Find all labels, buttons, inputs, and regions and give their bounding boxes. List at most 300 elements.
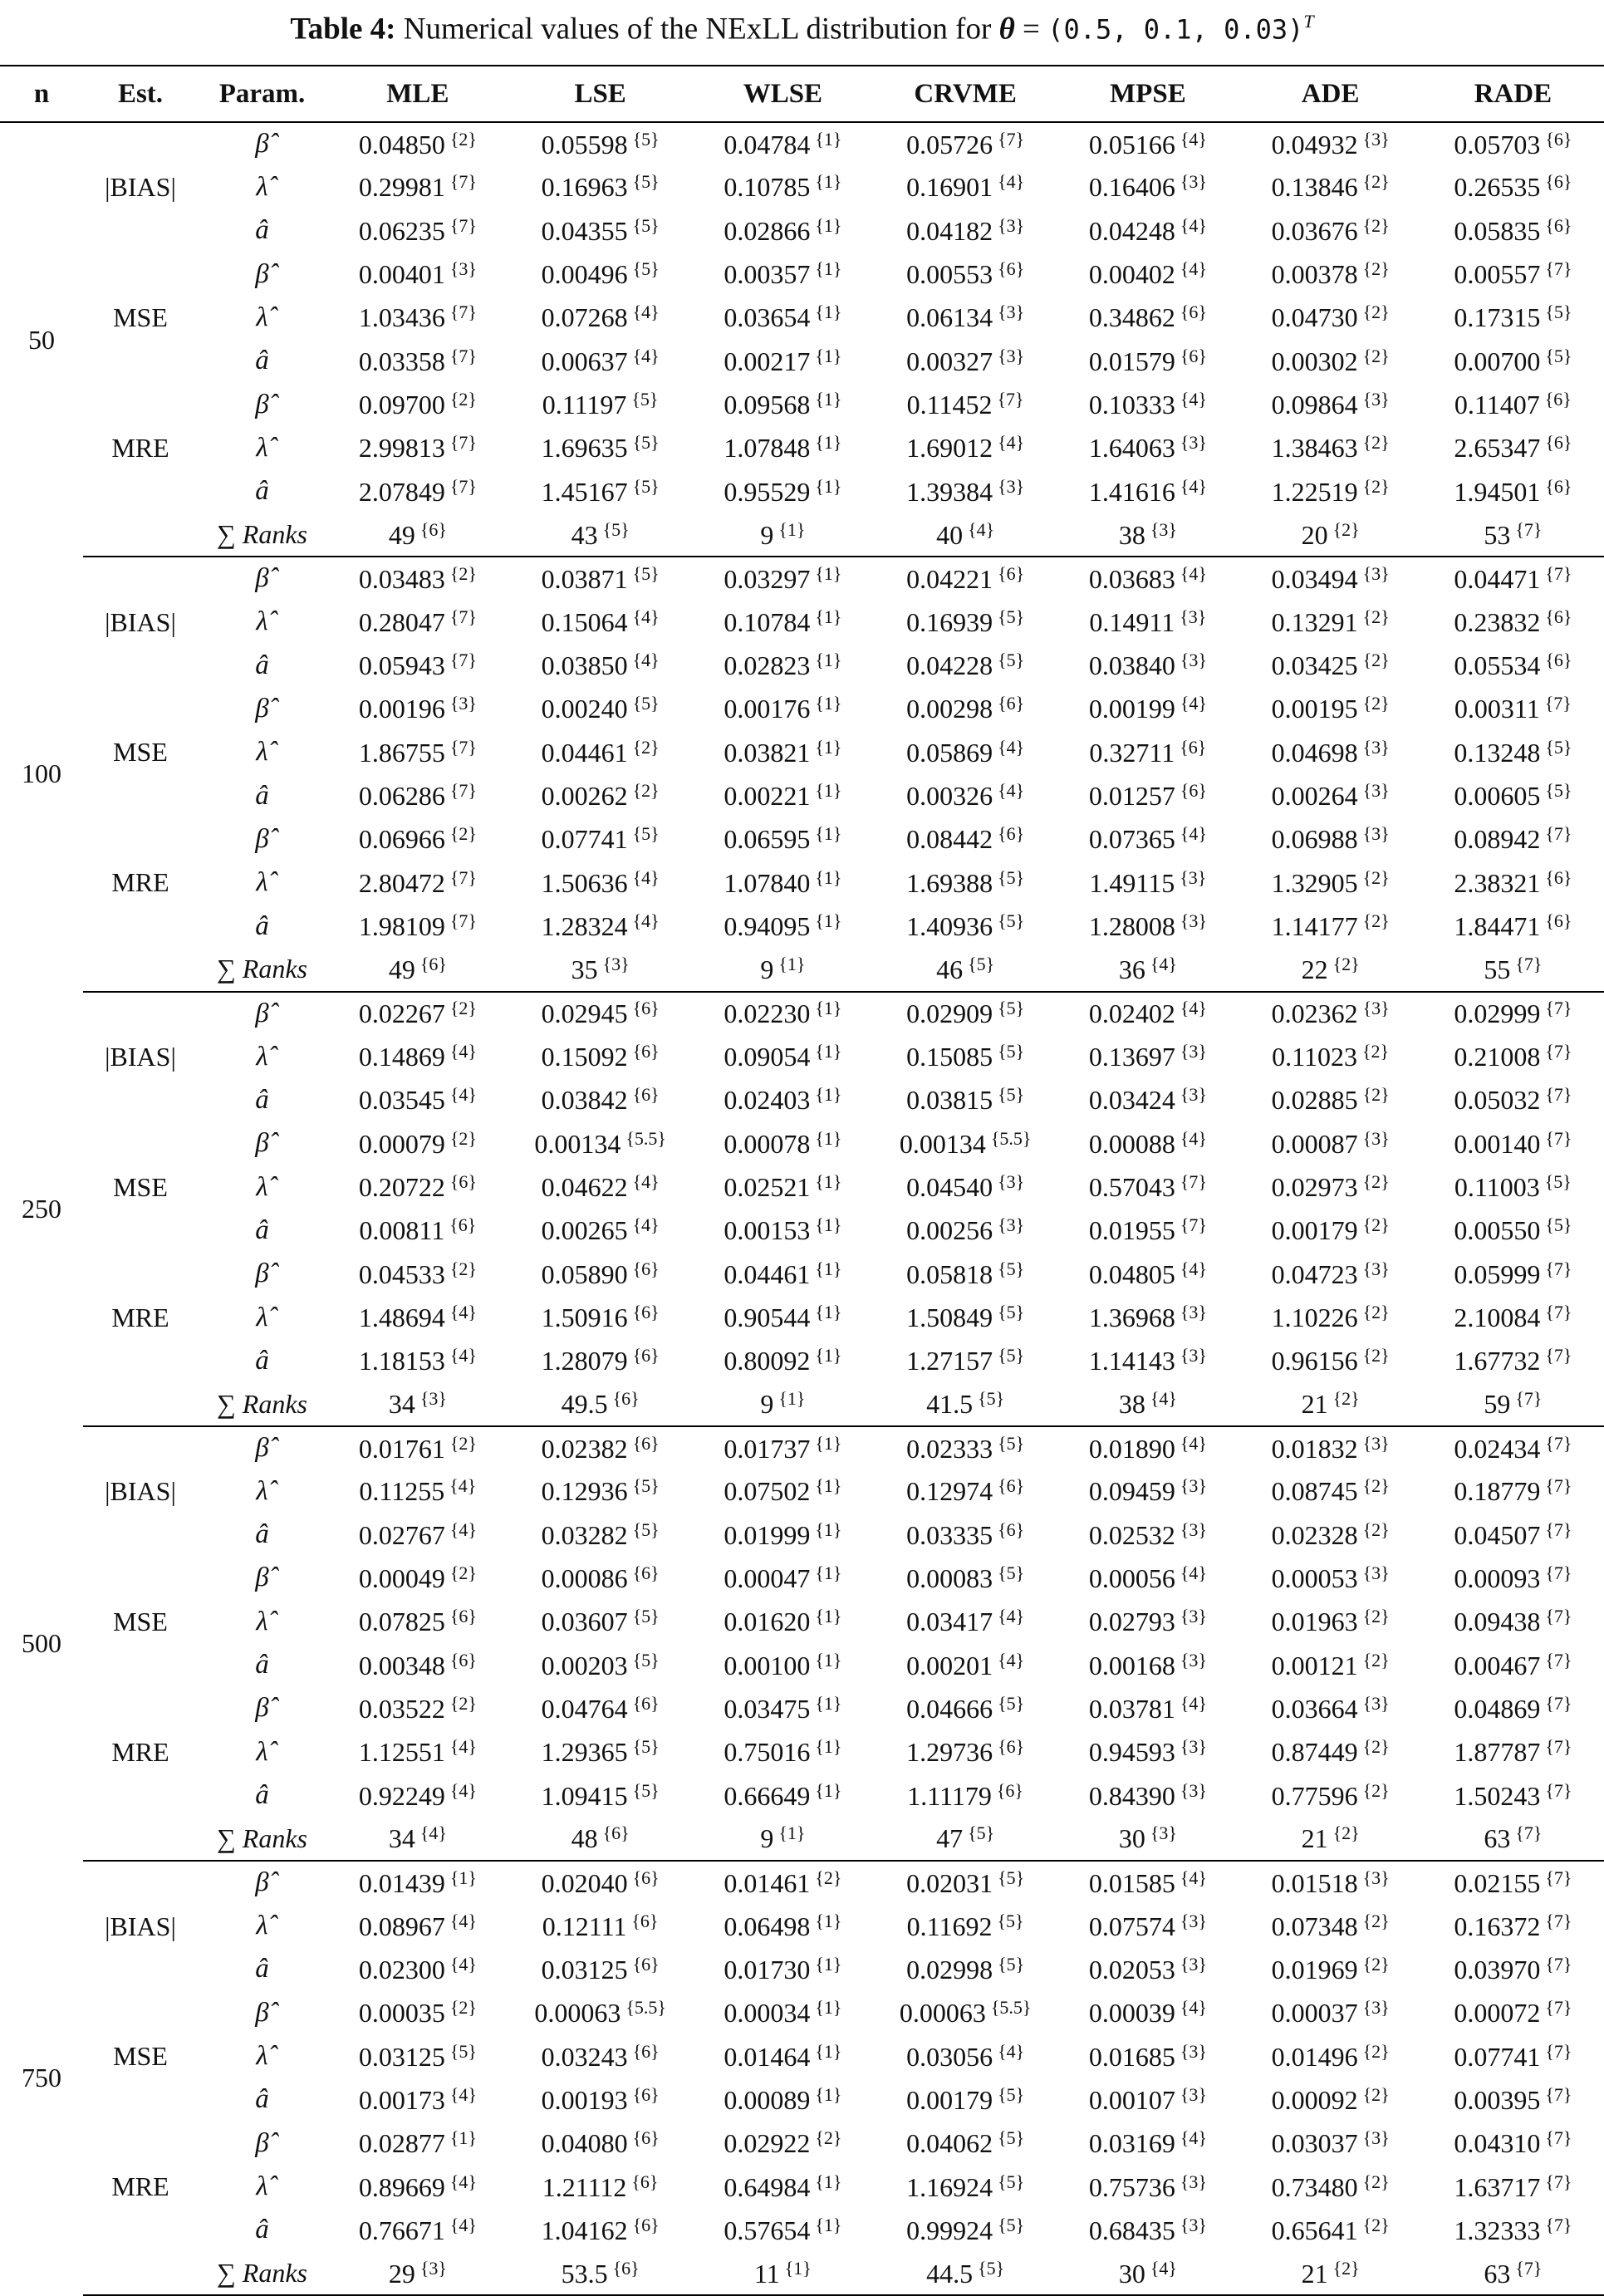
rank-superscript: {3} (1363, 823, 1390, 844)
value-cell (1057, 209, 1239, 253)
value-cell (874, 1296, 1057, 1339)
value-text: 0.00121 (1272, 1651, 1358, 1680)
rank-superscript: {6} (1545, 910, 1572, 931)
value-cell (874, 2078, 1057, 2122)
value-cell (509, 383, 692, 426)
value-cell (692, 1165, 875, 1209)
rank-superscript: {5} (633, 129, 660, 150)
value-cell (326, 165, 509, 209)
rank-superscript: {6} (1545, 606, 1572, 627)
rank-superscript: {1} (815, 1736, 841, 1757)
rank-superscript: {2} (450, 129, 477, 150)
value-cell (1422, 1774, 1604, 1817)
value-cell (874, 1469, 1057, 1513)
param-symbol: β̂ (198, 1861, 326, 1904)
rank-superscript: {1} (815, 1128, 841, 1149)
value-cell (1057, 2209, 1239, 2252)
value-text: 0.09438 (1454, 1607, 1540, 1636)
value-text: 1.98109 (359, 911, 445, 941)
value-cell (1239, 557, 1422, 600)
rank-superscript: {4} (450, 1302, 477, 1322)
value-text: 0.02300 (359, 1955, 445, 1984)
rank-superscript: {6} (633, 1563, 660, 1583)
value-text: 0.03676 (1272, 216, 1358, 246)
value-cell (1057, 122, 1239, 165)
value-text: 0.01585 (1089, 1868, 1175, 1898)
table-row (0, 165, 1604, 209)
estimator-mse-cell: MSE (83, 687, 198, 817)
value-cell (326, 1687, 509, 1730)
estimator-mse-cell: MSE (83, 253, 198, 383)
table-row (0, 122, 1604, 165)
rank-superscript: {4} (450, 1519, 477, 1540)
rank-superscript: {3} (1363, 129, 1390, 150)
value-cell (326, 1253, 509, 1296)
table-row (0, 2078, 1604, 2122)
value-text: 0.00140 (1454, 1129, 1540, 1159)
value-cell (692, 1643, 875, 1686)
value-cell (1422, 1122, 1604, 1165)
value-cell (326, 1165, 509, 1209)
value-text: 0.00100 (724, 1651, 810, 1680)
value-text: 0.92249 (359, 1781, 445, 1811)
rank-superscript: {5} (998, 1693, 1024, 1714)
rank-superscript: {7} (1515, 1823, 1542, 1843)
value-cell (692, 1991, 875, 2034)
value-cell (874, 1122, 1057, 1165)
rank-superscript: {3} (420, 1388, 447, 1409)
value-text: 35 (571, 954, 598, 984)
rank-superscript: {1} (815, 476, 841, 497)
value-text: 0.00550 (1454, 1215, 1540, 1245)
estimator-mre-cell: MRE (83, 383, 198, 513)
value-text: 0.04221 (906, 564, 993, 594)
value-text: 0.17315 (1454, 302, 1540, 332)
value-text: 0.16939 (906, 607, 993, 637)
value-text: 49.5 (562, 1389, 608, 1419)
value-cell (326, 2165, 509, 2208)
rank-superscript: {1} (815, 1214, 841, 1235)
ranks-word: Ranks (243, 2258, 307, 2288)
rank-superscript: {3} (1180, 910, 1207, 931)
value-text: 0.07502 (724, 1476, 810, 1506)
value-cell (326, 1991, 509, 2034)
caption-equals: = (1015, 12, 1047, 46)
value-text: 0.03483 (359, 564, 445, 594)
value-text: 0.03664 (1272, 1694, 1358, 1724)
value-cell (874, 1818, 1057, 1861)
value-cell (1057, 2252, 1239, 2295)
rank-superscript: {6} (998, 1475, 1024, 1496)
value-cell (509, 1296, 692, 1339)
value-cell (1239, 470, 1422, 513)
value-cell (1057, 1253, 1239, 1296)
rank-superscript: {2} (450, 1997, 477, 2018)
value-cell (1422, 2165, 1604, 2208)
value-cell (1422, 557, 1604, 600)
value-text: 0.14911 (1089, 607, 1175, 637)
value-cell (874, 1861, 1057, 1904)
value-cell (326, 992, 509, 1035)
value-cell (874, 122, 1057, 165)
caption-vector: (0.5, 0.1, 0.03) (1047, 13, 1303, 45)
rank-superscript: {7} (1545, 1693, 1572, 1714)
rank-superscript: {1} (815, 1171, 841, 1192)
table-row (0, 861, 1604, 905)
value-text: 0.00039 (1089, 1998, 1175, 2028)
table-row (0, 296, 1604, 339)
value-text: 0.00195 (1272, 694, 1358, 724)
value-cell (1422, 1730, 1604, 1774)
rank-superscript: {3} (998, 1214, 1024, 1235)
rank-superscript: {1} (815, 780, 841, 801)
value-cell (874, 1209, 1057, 1252)
value-cell (1422, 253, 1604, 296)
value-text: 0.07825 (359, 1607, 445, 1636)
value-cell (509, 209, 692, 253)
rank-superscript: {7} (1545, 1650, 1572, 1670)
value-cell (509, 1165, 692, 1209)
value-cell (1239, 1339, 1422, 1382)
value-cell (1422, 1557, 1604, 1600)
rank-superscript: {3} (998, 215, 1024, 236)
value-cell (692, 905, 875, 948)
table-row (0, 470, 1604, 513)
value-cell (326, 1600, 509, 1643)
rank-superscript: {2} (1363, 1302, 1390, 1322)
rank-superscript: {3} (1180, 1475, 1207, 1496)
value-cell (326, 774, 509, 817)
value-cell (1057, 1383, 1239, 1426)
rank-superscript: {2} (1363, 650, 1390, 670)
rank-superscript: {7} (1515, 2258, 1542, 2279)
value-cell (326, 2034, 509, 2078)
value-cell (1057, 513, 1239, 557)
value-cell (1239, 1600, 1422, 1643)
value-text: 9 (760, 1823, 773, 1853)
rank-superscript: {6} (613, 1388, 640, 1409)
rank-superscript: {5.5} (991, 1997, 1032, 2018)
value-text: 0.00037 (1272, 1998, 1358, 2028)
value-text: 0.05818 (906, 1259, 993, 1289)
value-cell (1422, 1818, 1604, 1861)
value-text: 34 (389, 1389, 415, 1419)
value-cell (692, 2078, 875, 2122)
value-text: 0.00196 (359, 694, 445, 724)
value-cell (1057, 1557, 1239, 1600)
value-cell (1239, 1513, 1422, 1557)
table-row (0, 817, 1604, 861)
value-cell (692, 383, 875, 426)
value-cell (692, 2252, 875, 2295)
rank-superscript: {6} (1545, 867, 1572, 888)
rank-superscript: {6} (633, 1345, 660, 1366)
param-symbol: λ̂ (198, 1035, 326, 1078)
value-cell (1057, 1818, 1239, 1861)
value-text: 0.04471 (1454, 564, 1540, 594)
value-cell (692, 2122, 875, 2165)
value-text: 9 (760, 954, 773, 984)
rank-superscript: {3} (420, 2258, 447, 2279)
value-text: 0.94593 (1089, 1737, 1175, 1767)
value-text: 48 (571, 1823, 598, 1853)
value-cell (874, 948, 1057, 991)
param-symbol: λ̂ (198, 1904, 326, 1947)
rank-superscript: {7} (1545, 1867, 1572, 1888)
value-cell (1422, 165, 1604, 209)
value-text: 0.02532 (1089, 1520, 1175, 1550)
table-row (0, 1426, 1604, 1469)
rank-superscript: {7} (450, 476, 477, 497)
value-text: 0.03970 (1454, 1955, 1540, 1984)
rank-superscript: {3} (1363, 389, 1390, 410)
value-text: 55 (1484, 954, 1510, 984)
rank-superscript: {4} (633, 650, 660, 670)
value-text: 0.02403 (724, 1085, 810, 1115)
value-text: 0.00240 (542, 694, 628, 724)
value-cell (326, 1774, 509, 1817)
rank-superscript: {2} (1333, 954, 1360, 974)
rank-superscript: {1} (778, 519, 805, 540)
rank-superscript: {4} (450, 2215, 477, 2235)
value-text: 2.10084 (1454, 1303, 1540, 1332)
rank-superscript: {2} (1363, 1214, 1390, 1235)
param-symbol: â (198, 774, 326, 817)
value-cell (874, 296, 1057, 339)
rank-superscript: {5} (1545, 346, 1572, 366)
param-symbol: â (198, 1948, 326, 1991)
rank-superscript: {7} (1545, 2127, 1572, 2148)
value-cell (1057, 1035, 1239, 1078)
value-cell (1239, 905, 1422, 948)
value-cell (1422, 1035, 1604, 1078)
rank-superscript: {3} (1363, 1258, 1390, 1279)
rank-superscript: {1} (815, 1997, 841, 2018)
value-cell (874, 1948, 1057, 1991)
rank-superscript: {1} (815, 823, 841, 844)
table-row (0, 2122, 1604, 2165)
value-cell (692, 340, 875, 383)
estimator-mre-cell: MRE (83, 817, 198, 948)
value-cell (874, 644, 1057, 687)
value-cell (509, 470, 692, 513)
value-text: 0.57043 (1089, 1172, 1175, 1202)
value-text: 0.02767 (359, 1520, 445, 1550)
ranks-word: Ranks (243, 1823, 307, 1853)
value-cell (1239, 1643, 1422, 1686)
value-text: 0.00063 (900, 1998, 986, 2028)
rank-superscript: {2} (1363, 1650, 1390, 1670)
value-text: 0.00134 (534, 1129, 621, 1159)
value-cell (509, 1035, 692, 1078)
value-cell (874, 2209, 1057, 2252)
rank-superscript: {5} (633, 1606, 660, 1626)
value-cell (1239, 2078, 1422, 2122)
value-text: 1.39384 (906, 477, 993, 507)
rank-superscript: {4} (1180, 129, 1207, 150)
value-cell (1422, 2034, 1604, 2078)
rank-superscript: {5} (450, 2041, 477, 2062)
value-text: 0.01969 (1272, 1955, 1358, 1984)
value-text: 0.01730 (724, 1955, 810, 1984)
value-cell (509, 2034, 692, 2078)
value-text: 0.01890 (1089, 1434, 1175, 1464)
rank-superscript: {4} (633, 867, 660, 888)
param-symbol: â (198, 905, 326, 948)
value-text: 0.34862 (1089, 302, 1175, 332)
value-cell (692, 1861, 875, 1904)
rank-superscript: {5} (633, 171, 660, 192)
value-text: 0.02362 (1272, 998, 1358, 1028)
rank-superscript: {3} (1363, 2127, 1390, 2148)
value-text: 0.02382 (542, 1434, 628, 1464)
value-text: 1.07848 (724, 433, 810, 463)
rank-superscript: {3} (1180, 1780, 1207, 1801)
rank-superscript: {2} (1363, 258, 1390, 279)
value-cell (692, 1948, 875, 1991)
value-text: 0.06498 (724, 1911, 810, 1941)
value-cell (692, 644, 875, 687)
value-cell (509, 1078, 692, 1121)
value-cell (692, 1426, 875, 1469)
rank-superscript: {1} (815, 1606, 841, 1626)
value-text: 0.05598 (542, 130, 628, 159)
value-cell (1239, 383, 1422, 426)
value-cell (1239, 122, 1422, 165)
param-symbol: â (198, 1513, 326, 1557)
rank-superscript: {6} (450, 1650, 477, 1670)
value-text: 1.12551 (359, 1737, 445, 1767)
param-symbol: λ̂ (198, 296, 326, 339)
value-text: 0.00035 (359, 1998, 445, 2028)
value-text: 53 (1484, 520, 1510, 550)
value-text: 0.00605 (1454, 781, 1540, 811)
value-cell (1057, 1339, 1239, 1382)
rank-superscript: {4} (633, 910, 660, 931)
value-cell (1239, 1122, 1422, 1165)
value-cell (1422, 1600, 1604, 1643)
rank-superscript: {5} (998, 1563, 1024, 1583)
value-text: 0.02922 (724, 2128, 810, 2158)
rank-superscript: {1} (815, 867, 841, 888)
table-row (0, 1687, 1604, 1730)
value-text: 0.05835 (1454, 216, 1540, 246)
caption-text: Numerical values of the NExLL distribution for (404, 12, 992, 46)
value-text: 0.00087 (1272, 1129, 1358, 1159)
value-cell (1239, 1904, 1422, 1947)
value-text: 0.15064 (542, 607, 628, 637)
value-cell (1057, 1513, 1239, 1557)
rank-superscript: {1} (815, 1302, 841, 1322)
param-symbol: β̂ (198, 1253, 326, 1296)
value-cell (692, 253, 875, 296)
rank-superscript: {4} (1180, 1128, 1207, 1149)
value-cell (509, 2209, 692, 2252)
param-symbol: λ̂ (198, 1469, 326, 1513)
rank-superscript: {7} (1545, 2215, 1572, 2235)
param-symbol: λ̂ (198, 1296, 326, 1339)
value-text: 0.75736 (1089, 2172, 1175, 2202)
value-cell (874, 165, 1057, 209)
value-cell (1057, 1209, 1239, 1252)
value-text: 0.09864 (1272, 390, 1358, 419)
value-cell (326, 426, 509, 469)
value-cell (1422, 1426, 1604, 1469)
value-text: 0.00063 (534, 1998, 621, 2028)
rank-superscript: {5} (998, 1867, 1024, 1888)
rank-superscript: {5} (978, 2258, 1004, 2279)
param-symbol: β̂ (198, 992, 326, 1035)
ranks-row (0, 513, 1604, 557)
rank-superscript: {6} (633, 2041, 660, 2062)
rank-superscript: {1} (815, 606, 841, 627)
rank-superscript: {7} (450, 346, 477, 366)
param-symbol: β̂ (198, 1557, 326, 1600)
value-cell (1422, 1643, 1604, 1686)
value-cell (874, 1774, 1057, 1817)
value-text: 0.00134 (900, 1129, 986, 1159)
value-text: 0.05943 (359, 650, 445, 680)
value-cell (1239, 209, 1422, 253)
value-cell (326, 340, 509, 383)
header-n: n (0, 66, 83, 122)
value-text: 1.50849 (906, 1303, 993, 1332)
rank-superscript: {7} (1545, 1041, 1572, 1062)
value-text: 49 (389, 954, 415, 984)
rank-superscript: {6} (1545, 171, 1572, 192)
value-text: 0.16963 (542, 172, 628, 202)
rank-superscript: {1} (778, 954, 805, 974)
value-text: 1.14177 (1272, 911, 1358, 941)
param-symbol: â (198, 1339, 326, 1382)
value-text: 2.80472 (359, 868, 445, 898)
estimator-bias-cell: |BIAS| (83, 1426, 198, 1557)
value-text: 0.07741 (1454, 2042, 1540, 2072)
value-text: 0.02823 (724, 650, 810, 680)
rank-superscript: {3} (1363, 1997, 1390, 2018)
value-text: 1.45167 (542, 477, 628, 507)
value-cell (326, 1122, 509, 1165)
rank-superscript: {5} (633, 1736, 660, 1757)
param-symbol: λ̂ (198, 731, 326, 774)
value-text: 0.23832 (1454, 607, 1540, 637)
value-cell (509, 1948, 692, 1991)
value-text: 0.08442 (906, 824, 993, 854)
value-cell (509, 557, 692, 600)
rank-superscript: {1} (815, 2171, 841, 2192)
value-text: 0.03056 (906, 2042, 993, 2072)
value-text: 0.02155 (1454, 1868, 1540, 1898)
value-text: 0.03683 (1089, 564, 1175, 594)
sum-symbol: ∑ (217, 519, 236, 549)
value-text: 0.03654 (724, 302, 810, 332)
rank-superscript: {2} (1363, 1084, 1390, 1105)
table-caption (0, 0, 1604, 42)
table-row (0, 1513, 1604, 1557)
rank-superscript: {7} (1545, 563, 1572, 584)
value-text: 1.32905 (1272, 868, 1358, 898)
rank-superscript: {6} (998, 1519, 1024, 1540)
param-symbol: â (198, 1643, 326, 1686)
rank-superscript: {2} (633, 780, 660, 801)
value-cell (326, 687, 509, 730)
table-row (0, 1643, 1604, 1686)
value-cell (1422, 948, 1604, 991)
value-text: 0.10784 (724, 607, 810, 637)
value-text: 0.11692 (907, 1911, 993, 1941)
value-text: 0.01761 (359, 1434, 445, 1464)
rank-superscript: {2} (1363, 1519, 1390, 1540)
